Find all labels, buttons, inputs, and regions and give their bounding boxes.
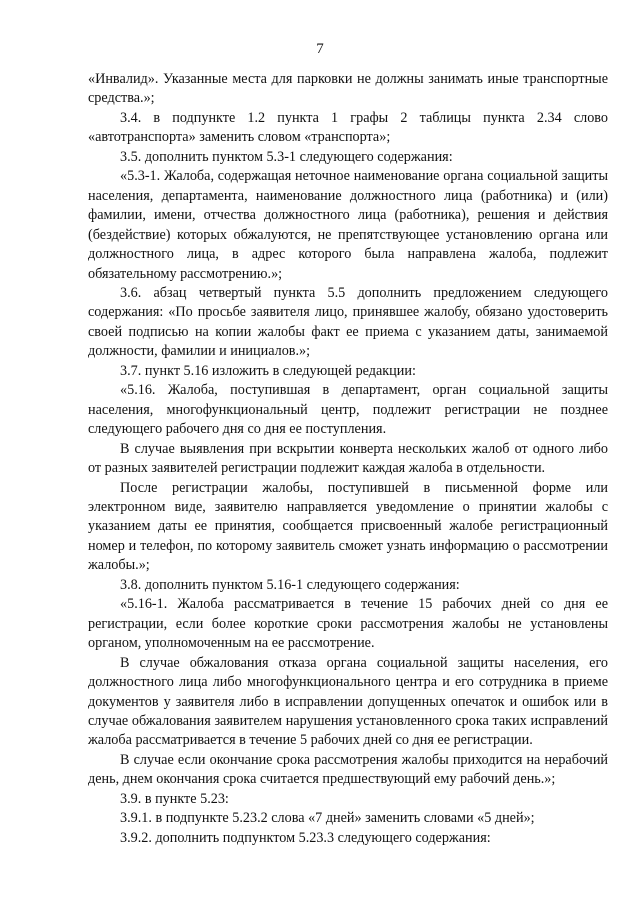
paragraph: 3.7. пункт 5.16 изложить в следующей редакции: xyxy=(120,362,416,379)
paragraph: 3.4. в подпункте 1.2 пункта 1 графы 2 таблицы пункта 2.34 слово «автотранспорта» заменить словом «транспорта»; xyxy=(88,109,608,146)
paragraph: «5.16-1. Жалоба рассматривается в течение 15 рабочих дней со дня ее регистрации, если более короткие сроки рассмотрения жалобы не установлены органом, уполномоченным на ее рассмотрение. xyxy=(88,596,608,652)
paragraph: В случае выявления при вскрытии конверта нескольких жалоб от одного либо от разных заявителей регистрации подлежит каждая жалоба в отдельности. xyxy=(88,440,608,477)
page-number: 7 xyxy=(316,41,324,57)
paragraph: После регистрации жалобы, поступившей в письменной форме или электронном виде, заявителю направляется уведомление о принятии жалобы с указанием даты ее принятия, сообщается присвоенный жалобе регистрационный номер и телефон, по которому заявитель сможет узнать информацию о рассмотрении жалобы.»; xyxy=(88,479,608,574)
paragraph: «5.16. Жалоба, поступившая в департамент, орган социальной защиты населения, многофункциональный центр, подлежит регистрации не позднее следующего рабочего дня со дня ее поступления. xyxy=(88,382,608,438)
paragraph: 3.6. абзац четвертый пункта 5.5 дополнить предложением следующего содержания: «По просьбе заявителя лицо, принявшее жалобу, обязано удостоверить своей подписью на копии жалобы факт ее приема с указанием даты, занимаемой должности, фамилии и инициалов.»; xyxy=(88,284,608,360)
paragraph: «5.3-1. Жалоба, содержащая неточное наименование органа социальной защиты населения, департамента, наименование должностного лица (работника) и (или) фамилии, имени, отчества должностного лица (работника), решения и действия (бездействие) которых обжалуются, не препятствующее установлению органа или должностного лица, в адрес которого была направлена жалоба, подлежит обязательному рассмотрению.»; xyxy=(88,168,608,282)
paragraph: В случае если окончание срока рассмотрения жалобы приходится на нерабочий день, днем окончания срока считается предшествующий ему рабочий день.»; xyxy=(88,751,608,788)
paragraph: 3.5. дополнить пунктом 5.3-1 следующего содержания: xyxy=(120,148,453,165)
paragraph: 3.8. дополнить пунктом 5.16-1 следующего содержания: xyxy=(120,576,460,593)
paragraph: В случае обжалования отказа органа социальной защиты населения, его должностного лица либо многофункционального центра и его сотрудника в приеме документов у заявителя либо в исправлении допущенных опечаток и ошибок или в случае обжалования заявителем нарушения установленного срока таких исправлений жалоба рассматривается в течение 5 рабочих дней со дня ее регистрации. xyxy=(88,654,608,749)
document-body xyxy=(88,70,608,848)
paragraph: 3.9.2. дополнить подпунктом 5.23.3 следующего содержания: xyxy=(120,829,491,846)
paragraph: 3.9.1. в подпункте 5.23.2 слова «7 дней» заменить словами «5 дней»; xyxy=(120,810,535,827)
paragraph: 3.9. в пункте 5.23: xyxy=(120,790,229,807)
paragraph: «Инвалид». Указанные места для парковки не должны занимать иные транспортные средства.»; xyxy=(88,71,608,107)
